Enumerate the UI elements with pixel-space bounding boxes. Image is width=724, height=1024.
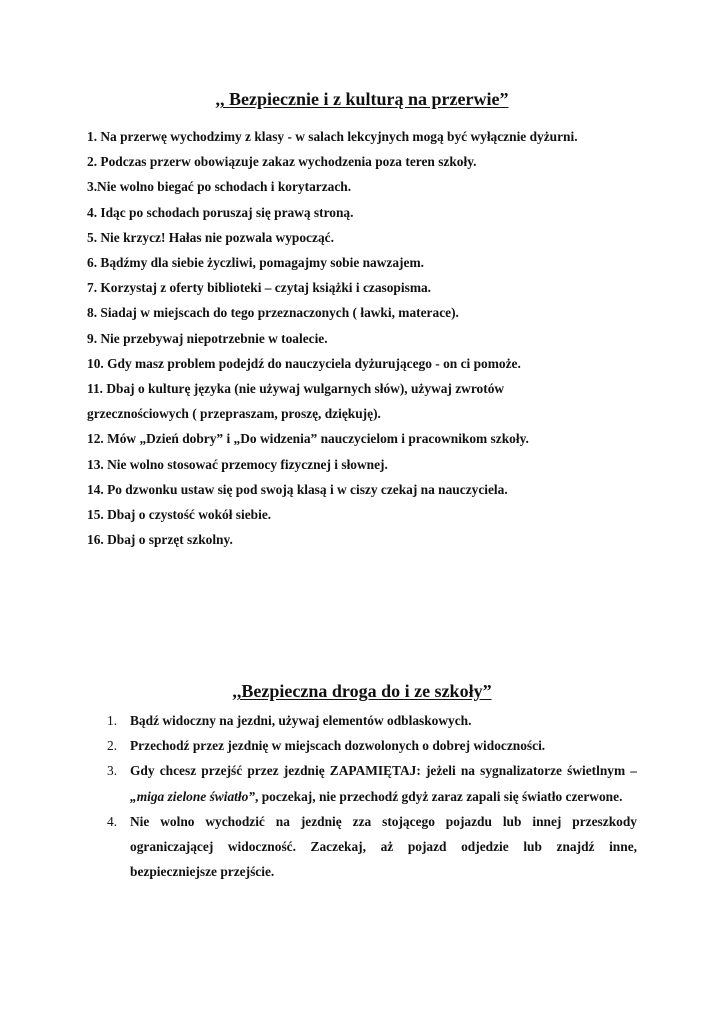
road-rule-text-part: Gdy chcesz przejść przez jezdnię ZAPAMIĘTAJ: jeżeli na sygnalizatorze świetlnym – — [130, 763, 637, 779]
rule-line: 15. Dbaj o czystość wokół siebie. — [87, 507, 272, 523]
road-rule-text — [130, 758, 637, 808]
road-rule-text: Bądź widoczny na jezdni, używaj elementów odblaskowych. — [130, 713, 472, 728]
rule-line-continuation: grzecznościowych ( przepraszam, proszę, dziękuję). — [87, 406, 381, 422]
rule-line: 12. Mów „Dzień dobry” i „Do widzenia” nauczycielom i pracownikom szkoły. — [87, 431, 529, 447]
rule-line: 16. Dbaj o sprzęt szkolny. — [87, 532, 233, 548]
road-safety-list — [107, 708, 637, 884]
rule-line: 2. Podczas przerw obowiązuje zakaz wychodzenia poza teren szkoły. — [87, 154, 477, 170]
emphasized-phrase: „miga zielone światło” — [130, 788, 255, 804]
rule-line: 1. Na przerwę wychodzimy z klasy - w salach lekcyjnych mogą być wyłącznie dyżurni. — [87, 129, 578, 144]
list-number: 4. — [107, 813, 118, 829]
road-rule-item — [107, 809, 637, 885]
road-rule-item — [107, 758, 637, 808]
section-title-road-safety: ,,Bezpieczna droga do i ze szkoły” — [232, 681, 492, 701]
rule-line: 8. Siadaj w miejscach do tego przeznaczonych ( ławki, materace). — [87, 305, 459, 321]
list-number: 2. — [107, 738, 118, 754]
list-number: 1. — [107, 713, 118, 728]
break-rules-list — [87, 124, 647, 552]
road-rule-item — [107, 733, 637, 758]
road-rule-text: Przechodź przez jezdnię w miejscach dozwolonych o dobrej widoczności. — [130, 738, 546, 754]
rule-line: 6. Bądźmy dla siebie życzliwi, pomagajmy sobie nawzajem. — [87, 255, 424, 271]
road-rule-text-part: , poczekaj, nie przechodź gdyż zaraz zapali się światło czerwone. — [255, 788, 623, 804]
road-rule-text: Nie wolno wychodzić na jezdnię zza stojącego pojazdu lub innej przeszkody ograniczającej widoczność. Zaczekaj, aż pojazd odjedzie lub znajdź inne, bezpieczniejsze przejście. — [130, 813, 637, 880]
rule-line: 11. Dbaj o kulturę języka (nie używaj wulgarnych słów), używaj zwrotów — [87, 381, 505, 397]
rule-line: 5. Nie krzycz! Hałas nie pozwala wypocząć. — [87, 229, 334, 245]
rule-line: 4. Idąc po schodach poruszaj się prawą stroną. — [87, 204, 354, 220]
rule-line: 7. Korzystaj z oferty biblioteki – czytaj książki i czasopisma. — [87, 280, 432, 296]
road-rule-item — [107, 708, 637, 733]
rule-line: 13. Nie wolno stosować przemocy fizycznej i słownej. — [87, 456, 388, 472]
rule-line: 3.Nie wolno biegać po schodach i korytarzach. — [87, 179, 352, 195]
list-number: 3. — [107, 763, 118, 779]
rule-line: 9. Nie przebywaj niepotrzebnie w toalecie. — [87, 330, 328, 346]
rule-line: 14. Po dzwonku ustaw się pod swoją klasą i w ciszy czekaj na nauczyciela. — [87, 481, 508, 497]
section-title-break-safety: ,, Bezpiecznie i z kulturą na przerwie” — [215, 89, 509, 109]
rule-line: 10. Gdy masz problem podejdź do nauczyciela dyżurującego - on ci pomoże. — [87, 355, 521, 371]
